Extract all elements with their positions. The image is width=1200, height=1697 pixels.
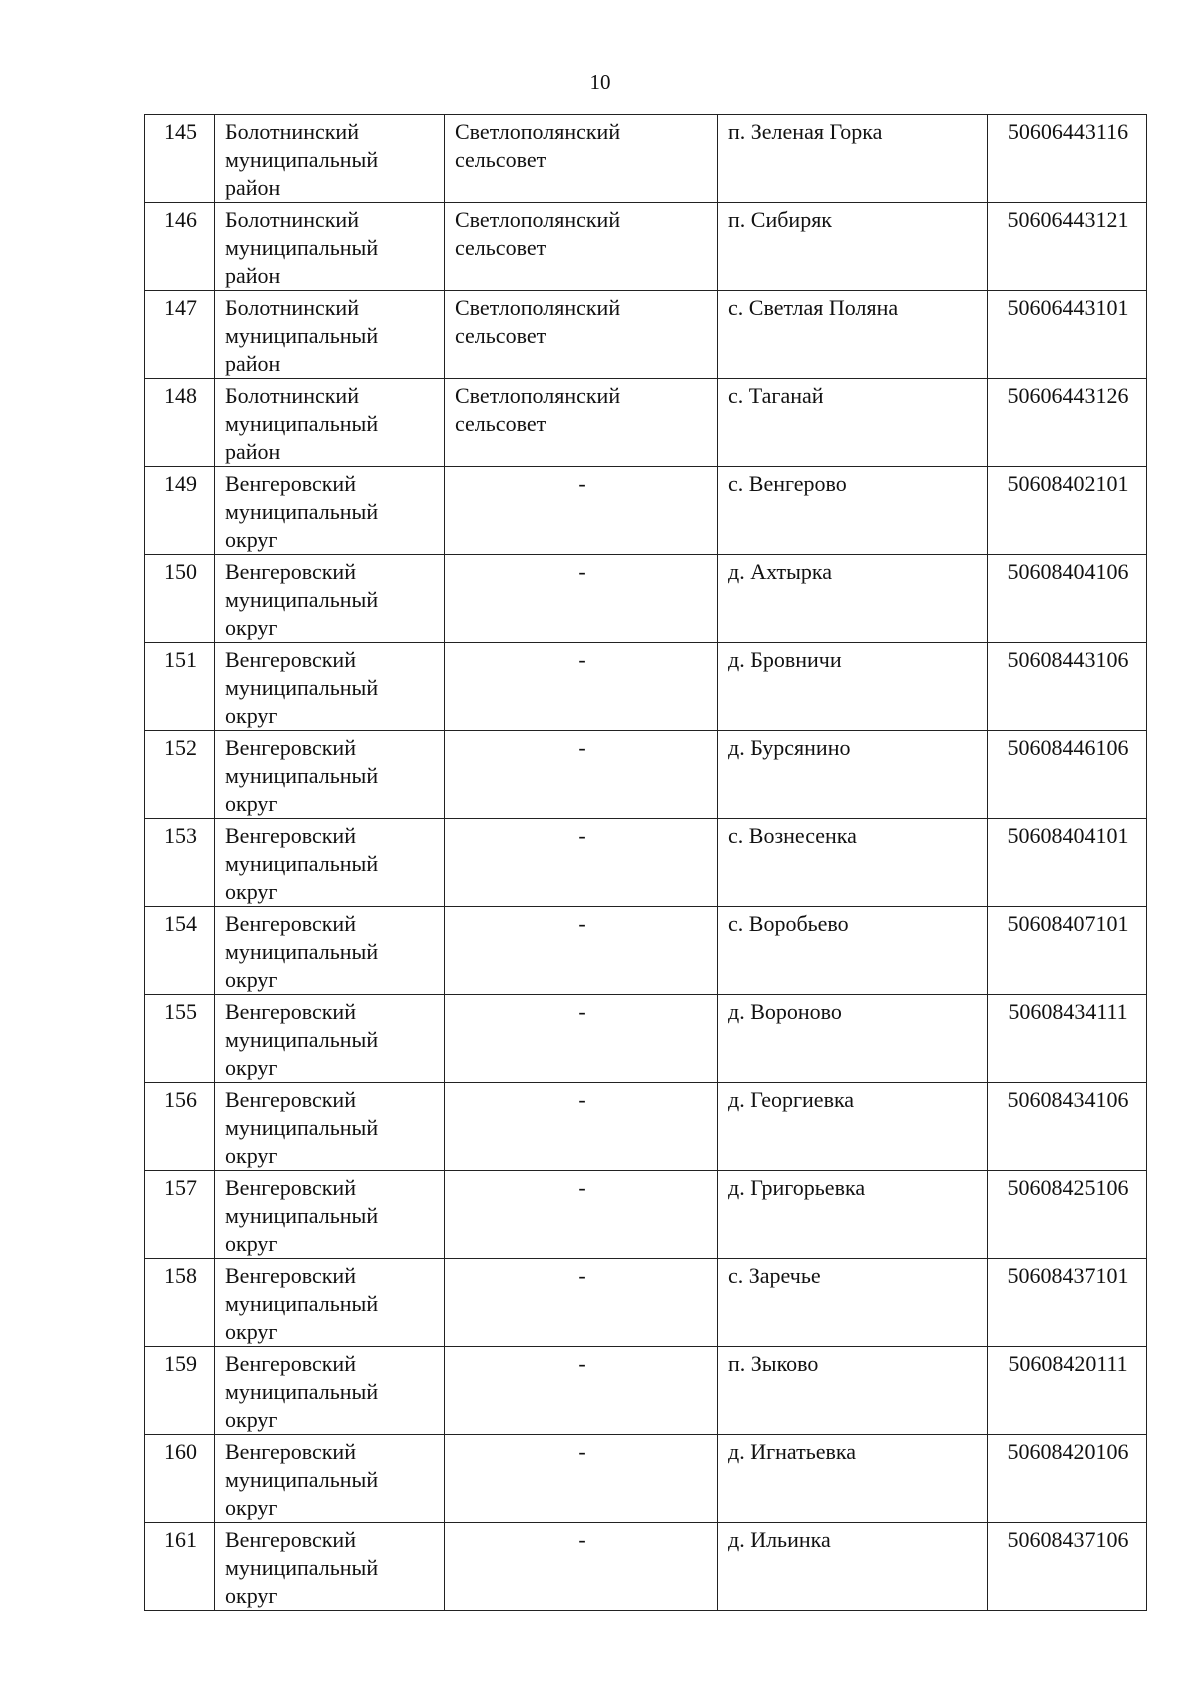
council-line: - <box>578 911 586 936</box>
council-line: сельсовет <box>455 323 547 348</box>
row-number-cell: 148 <box>145 379 215 467</box>
oktmo-code-cell: 50606443126 <box>988 379 1147 467</box>
district-line: муниципальный <box>225 147 379 172</box>
council-cell <box>445 555 718 643</box>
district-cell <box>215 1347 445 1435</box>
oktmo-code-cell: 50606443121 <box>988 203 1147 291</box>
council-line: Светлополянский <box>455 295 621 320</box>
council-line: сельсовет <box>455 147 547 172</box>
locality-cell: д. Ахтырка <box>718 555 988 643</box>
council-cell <box>445 731 718 819</box>
district-line: Венгеровский <box>225 1087 356 1112</box>
district-line: муниципальный <box>225 323 379 348</box>
row-number-cell: 145 <box>145 115 215 203</box>
district-line: Венгеровский <box>225 823 356 848</box>
council-line: - <box>578 823 586 848</box>
table-row <box>145 1523 1147 1611</box>
locality-cell: д. Бурсянино <box>718 731 988 819</box>
district-cell <box>215 379 445 467</box>
table-row <box>145 555 1147 643</box>
district-line: муниципальный <box>225 587 379 612</box>
council-line: Светлополянский <box>455 207 621 232</box>
district-line: муниципальный <box>225 939 379 964</box>
district-line: округ <box>225 1407 278 1432</box>
district-line: Венгеровский <box>225 1263 356 1288</box>
oktmo-code-cell: 50608443106 <box>988 643 1147 731</box>
table-row <box>145 1435 1147 1523</box>
council-cell <box>445 203 718 291</box>
council-cell <box>445 467 718 555</box>
district-line: муниципальный <box>225 1203 379 1228</box>
council-cell <box>445 115 718 203</box>
district-line: район <box>225 175 281 200</box>
district-cell <box>215 1259 445 1347</box>
row-number-cell: 147 <box>145 291 215 379</box>
district-line: муниципальный <box>225 675 379 700</box>
district-line: муниципальный <box>225 1555 379 1580</box>
district-line: округ <box>225 1495 278 1520</box>
district-cell <box>215 203 445 291</box>
district-cell <box>215 1083 445 1171</box>
locality-cell: д. Вороново <box>718 995 988 1083</box>
district-line: муниципальный <box>225 235 379 260</box>
district-line: Болотнинский <box>225 383 359 408</box>
council-line: Светлополянский <box>455 119 621 144</box>
row-number-cell: 150 <box>145 555 215 643</box>
district-line: Венгеровский <box>225 647 356 672</box>
oktmo-code-cell: 50608434111 <box>988 995 1147 1083</box>
row-number-cell: 154 <box>145 907 215 995</box>
table-row <box>145 115 1147 203</box>
council-cell <box>445 1523 718 1611</box>
district-line: округ <box>225 703 278 728</box>
district-line: муниципальный <box>225 851 379 876</box>
locality-cell: п. Зыково <box>718 1347 988 1435</box>
district-line: округ <box>225 879 278 904</box>
district-line: район <box>225 351 281 376</box>
council-line: - <box>578 471 586 496</box>
table-row <box>145 907 1147 995</box>
district-line: муниципальный <box>225 411 379 436</box>
district-cell <box>215 1171 445 1259</box>
oktmo-code-cell: 50608437101 <box>988 1259 1147 1347</box>
council-line: - <box>578 1351 586 1376</box>
district-line: округ <box>225 1319 278 1344</box>
district-line: муниципальный <box>225 1467 379 1492</box>
locality-cell: п. Зеленая Горка <box>718 115 988 203</box>
oktmo-code-cell: 50606443116 <box>988 115 1147 203</box>
row-number-cell: 158 <box>145 1259 215 1347</box>
district-cell <box>215 467 445 555</box>
row-number-cell: 151 <box>145 643 215 731</box>
district-line: Венгеровский <box>225 1527 356 1552</box>
district-cell <box>215 115 445 203</box>
row-number-cell: 153 <box>145 819 215 907</box>
district-line: Венгеровский <box>225 1175 356 1200</box>
council-line: - <box>578 1263 586 1288</box>
district-line: округ <box>225 1583 278 1608</box>
row-number-cell: 146 <box>145 203 215 291</box>
council-line: - <box>578 1087 586 1112</box>
district-line: округ <box>225 791 278 816</box>
oktmo-code-cell: 50606443101 <box>988 291 1147 379</box>
locality-cell: с. Таганай <box>718 379 988 467</box>
district-line: муниципальный <box>225 763 379 788</box>
district-line: Болотнинский <box>225 207 359 232</box>
oktmo-code-cell: 50608404106 <box>988 555 1147 643</box>
district-cell <box>215 643 445 731</box>
oktmo-code-cell: 50608437106 <box>988 1523 1147 1611</box>
council-line: - <box>578 647 586 672</box>
district-line: Венгеровский <box>225 1439 356 1464</box>
district-cell <box>215 1435 445 1523</box>
locality-cell: д. Григорьевка <box>718 1171 988 1259</box>
district-line: муниципальный <box>225 1379 379 1404</box>
council-line: - <box>578 999 586 1024</box>
oktmo-code-cell: 50608402101 <box>988 467 1147 555</box>
district-line: Венгеровский <box>225 559 356 584</box>
table-row <box>145 643 1147 731</box>
locality-cell: с. Заречье <box>718 1259 988 1347</box>
district-line: округ <box>225 527 278 552</box>
council-cell <box>445 1083 718 1171</box>
district-line: Венгеровский <box>225 999 356 1024</box>
district-cell <box>215 819 445 907</box>
district-line: муниципальный <box>225 1291 379 1316</box>
district-line: округ <box>225 1143 278 1168</box>
council-cell <box>445 907 718 995</box>
locality-cell: с. Воробьево <box>718 907 988 995</box>
locality-cell: п. Сибиряк <box>718 203 988 291</box>
district-cell <box>215 291 445 379</box>
district-cell <box>215 1523 445 1611</box>
district-cell <box>215 555 445 643</box>
council-cell <box>445 643 718 731</box>
table-body <box>145 115 1147 1611</box>
table-row <box>145 291 1147 379</box>
district-cell <box>215 907 445 995</box>
district-line: район <box>225 263 281 288</box>
table-row <box>145 203 1147 291</box>
row-number-cell: 157 <box>145 1171 215 1259</box>
oktmo-code-cell: 50608434106 <box>988 1083 1147 1171</box>
table-row <box>145 1259 1147 1347</box>
row-number-cell: 155 <box>145 995 215 1083</box>
locality-cell: д. Ильинка <box>718 1523 988 1611</box>
locality-cell: с. Вознесенка <box>718 819 988 907</box>
oktmo-code-cell: 50608420106 <box>988 1435 1147 1523</box>
oktmo-code-cell: 50608425106 <box>988 1171 1147 1259</box>
row-number-cell: 160 <box>145 1435 215 1523</box>
oktmo-code-cell: 50608446106 <box>988 731 1147 819</box>
table-row <box>145 819 1147 907</box>
council-cell <box>445 379 718 467</box>
table-row <box>145 1347 1147 1435</box>
council-cell <box>445 291 718 379</box>
table-row <box>145 731 1147 819</box>
council-line: - <box>578 1175 586 1200</box>
council-cell <box>445 995 718 1083</box>
row-number-cell: 152 <box>145 731 215 819</box>
district-line: округ <box>225 967 278 992</box>
locality-cell: с. Светлая Поляна <box>718 291 988 379</box>
council-line: - <box>578 1527 586 1552</box>
district-line: район <box>225 439 281 464</box>
page-number: 10 <box>589 70 611 94</box>
settlement-registry-table <box>144 114 1147 1611</box>
district-cell <box>215 995 445 1083</box>
council-line: сельсовет <box>455 411 547 436</box>
locality-cell: д. Бровничи <box>718 643 988 731</box>
locality-cell: с. Венгерово <box>718 467 988 555</box>
council-line: - <box>578 735 586 760</box>
council-line: сельсовет <box>455 235 547 260</box>
district-line: округ <box>225 1055 278 1080</box>
table-row <box>145 467 1147 555</box>
district-line: Венгеровский <box>225 911 356 936</box>
district-line: Болотнинский <box>225 295 359 320</box>
row-number-cell: 149 <box>145 467 215 555</box>
council-cell <box>445 1171 718 1259</box>
council-cell <box>445 1435 718 1523</box>
locality-cell: д. Георгиевка <box>718 1083 988 1171</box>
oktmo-code-cell: 50608407101 <box>988 907 1147 995</box>
council-cell <box>445 1347 718 1435</box>
row-number-cell: 161 <box>145 1523 215 1611</box>
oktmo-code-cell: 50608404101 <box>988 819 1147 907</box>
council-cell <box>445 1259 718 1347</box>
district-line: округ <box>225 1231 278 1256</box>
council-cell <box>445 819 718 907</box>
locality-cell: д. Игнатьевка <box>718 1435 988 1523</box>
district-line: Венгеровский <box>225 471 356 496</box>
table-row <box>145 995 1147 1083</box>
row-number-cell: 156 <box>145 1083 215 1171</box>
district-line: Венгеровский <box>225 1351 356 1376</box>
district-line: муниципальный <box>225 499 379 524</box>
table-row <box>145 1083 1147 1171</box>
council-line: Светлополянский <box>455 383 621 408</box>
district-line: Венгеровский <box>225 735 356 760</box>
district-line: муниципальный <box>225 1027 379 1052</box>
district-line: муниципальный <box>225 1115 379 1140</box>
district-cell <box>215 731 445 819</box>
district-line: округ <box>225 615 278 640</box>
table-row <box>145 379 1147 467</box>
oktmo-code-cell: 50608420111 <box>988 1347 1147 1435</box>
district-line: Болотнинский <box>225 119 359 144</box>
council-line: - <box>578 559 586 584</box>
table-row <box>145 1171 1147 1259</box>
council-line: - <box>578 1439 586 1464</box>
row-number-cell: 159 <box>145 1347 215 1435</box>
